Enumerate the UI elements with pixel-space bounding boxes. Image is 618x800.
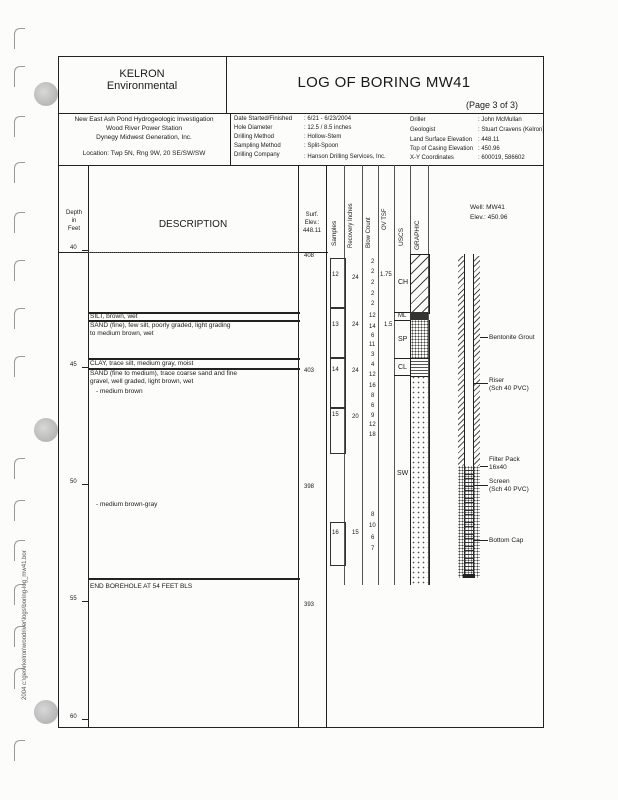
depth-header-line3: Feet — [67, 226, 80, 232]
uscs-code: ML — [398, 313, 407, 319]
margin-mark — [14, 116, 25, 137]
project-client: Dynegy Midwest Generation, Inc. — [96, 134, 192, 141]
grout-annulus — [474, 256, 480, 466]
project-location: Location: Twp 5N, Rng 9W, 20 SE/SW/SW — [82, 150, 206, 157]
depth-tick-label: 50 — [70, 479, 77, 485]
recovery-column-line — [362, 165, 363, 585]
blow-count: 2 — [371, 291, 375, 297]
margin-mark — [14, 356, 25, 377]
layer-description: SAND (fine), few silt, poorly graded, light grading — [90, 322, 231, 329]
depth-header-line2: in — [71, 218, 77, 224]
binder-hole-icon — [34, 418, 58, 442]
sample-number: 14 — [332, 367, 339, 373]
elevation-tick-label: 393 — [304, 602, 315, 608]
date-value: : 6/21 - 6/23/2004 — [304, 116, 352, 122]
callout-line — [480, 466, 488, 467]
description-header: DESCRIPTION — [158, 219, 228, 230]
blow-column-line — [378, 165, 379, 585]
recovery-value: 24 — [352, 368, 359, 374]
sample-number: 16 — [332, 530, 339, 536]
elevation-column-line — [326, 165, 327, 727]
depth-tick-label: 60 — [70, 714, 77, 720]
uscs-divider — [394, 312, 410, 313]
end-of-boring-note: END BOREHOLE AT 54 FEET BLS — [90, 583, 193, 590]
depth-header-line1: Depth — [65, 210, 82, 216]
sample-number: 12 — [332, 272, 339, 278]
layer-description: - medium brown — [96, 388, 143, 395]
blow-count: 3 — [371, 352, 375, 358]
uscs-header: USCS — [398, 227, 405, 246]
blow-count: 14 — [369, 324, 376, 330]
drilling-method-value: : Hollow-Stem — [304, 134, 342, 140]
well-graded-sand-pattern — [410, 375, 430, 585]
margin-mark — [14, 308, 25, 329]
margin-mark — [14, 28, 25, 49]
blow-count: 16 — [369, 383, 376, 389]
sampling-method-value: : Split-Spoon — [304, 143, 339, 149]
ov-header: OV TSF — [382, 208, 388, 230]
blow-count: 12 — [369, 372, 376, 378]
blow-count: 2 — [371, 259, 375, 265]
project-name: New East Ash Pond Hydrogeologic Investigation — [74, 116, 214, 123]
blow-count: 6 — [371, 333, 375, 339]
margin-mark — [14, 260, 25, 281]
description-divider — [88, 578, 300, 580]
margin-mark — [14, 66, 25, 87]
uscs-code: SP — [398, 336, 408, 343]
uscs-code: CH — [398, 279, 409, 286]
bottom-cap — [463, 574, 475, 578]
casing-elev-value: : 450.96 — [478, 146, 500, 152]
project-site: Wood River Power Station — [105, 125, 183, 132]
margin-mark — [14, 162, 25, 183]
drilling-method-label: Drilling Method — [234, 134, 275, 140]
file-path-note: 2004 c:\geo\rkelron\woodriver\logs\boring-log_mw41.bor — [22, 550, 28, 700]
driller-value: : John McMullan — [478, 117, 522, 123]
drilling-company-value: : Hanson Drilling Services, Inc. — [304, 154, 386, 160]
callout-line — [474, 485, 488, 486]
layer-description: SAND (fine to medium), trace coarse sand and fine — [90, 370, 238, 377]
blow-count: 4 — [371, 362, 375, 368]
drilling-company-label: Drilling Company — [234, 152, 280, 158]
blow-count: 6 — [371, 535, 375, 541]
coordinates-value: : 600019, 586602 — [478, 155, 525, 161]
well-id: Well: MW41 — [470, 204, 505, 211]
uscs-divider — [394, 375, 410, 376]
sampling-method-label: Sampling Method — [234, 143, 281, 149]
well-label: Riser — [489, 377, 505, 384]
blow-count: 12 — [369, 313, 376, 319]
hole-diameter-value: : 12.5 / 8.5 inches — [304, 125, 352, 131]
surf-elev-header-line1: Surf. — [305, 212, 319, 218]
depth-tick — [82, 601, 88, 602]
samples-header: Samples — [331, 220, 338, 246]
ov-value: 1.75 — [380, 272, 392, 278]
depth-tick — [82, 484, 88, 485]
recovery-value: 20 — [352, 414, 359, 420]
info-divider — [230, 113, 231, 165]
sample-number: 13 — [332, 322, 339, 328]
blow-count-header: Blow Count — [366, 217, 372, 248]
depth-tick-label: 40 — [70, 245, 77, 251]
layer-description: CLAY, trace silt, medium gray, moist — [90, 360, 194, 367]
sample-number: 15 — [332, 412, 339, 418]
elevation-tick-label: 398 — [304, 484, 315, 490]
clay-pattern — [410, 254, 430, 314]
blow-count: 12 — [369, 422, 376, 428]
depth-40-guide — [88, 252, 298, 253]
silt-pattern — [410, 312, 428, 320]
sample-box — [330, 522, 346, 566]
ov-value: 1.5 — [384, 322, 393, 328]
sample-box — [330, 358, 346, 408]
geologist-label: Geologist — [410, 127, 436, 133]
uscs-code: SW — [397, 470, 409, 477]
land-elev-label: Land Surface Elevation — [410, 137, 473, 143]
binder-hole-icon — [34, 82, 58, 106]
blow-count: 18 — [369, 432, 376, 438]
layer-description: to medium brown, wet — [90, 330, 154, 337]
well-label: Bottom Cap — [489, 537, 524, 544]
well-label: 16x40 — [489, 464, 507, 471]
uscs-code: CL — [398, 364, 407, 371]
elevation-tick-label: 403 — [304, 368, 315, 374]
sand-pattern — [410, 320, 430, 358]
surf-elev-header-line2: Elev.: — [304, 220, 320, 226]
coordinates-label: X-Y Coordinates — [410, 155, 454, 161]
margin-mark — [14, 212, 25, 233]
blow-count: 2 — [371, 301, 375, 307]
blow-count: 2 — [371, 280, 375, 286]
info-bottom-divider — [58, 165, 544, 166]
depth-tick-label: 55 — [70, 596, 77, 602]
callout-line — [474, 540, 488, 541]
depth-column-line — [88, 165, 89, 727]
land-elev-value: : 448.11 — [478, 137, 500, 143]
recovery-value: 24 — [352, 275, 359, 281]
well-screen — [465, 470, 473, 574]
recovery-value: 15 — [352, 530, 359, 536]
graphic-header: GRAPHIC — [414, 220, 421, 250]
well-label: Screen — [489, 478, 510, 485]
elevation-tick-label: 408 — [304, 253, 315, 259]
blow-count: 8 — [371, 512, 375, 518]
blow-count: 8 — [371, 393, 375, 399]
layer-description: gravel, well graded, light brown, wet — [90, 378, 194, 385]
geologist-value: : Stuart Cravens (Kelron) — [478, 127, 545, 133]
margin-mark — [14, 458, 25, 479]
recovery-value: 24 — [352, 322, 359, 328]
layer-description: - medium brown-gray — [96, 501, 158, 508]
company-subtitle: Environmental — [106, 80, 178, 92]
date-label: Date Started/Finished — [234, 116, 293, 122]
casing-elev-label: Top of Casing Elevation — [410, 146, 474, 152]
margin-mark — [14, 740, 25, 761]
uscs-divider — [394, 358, 410, 359]
blow-count: 10 — [369, 523, 376, 529]
blow-count: 2 — [371, 269, 375, 275]
company-name: KELRON — [119, 68, 165, 80]
depth-tick-label: 45 — [70, 362, 77, 368]
sample-box — [330, 308, 346, 358]
margin-mark — [14, 500, 25, 521]
well-label: Bentonite Grout — [489, 334, 535, 341]
blow-count: 11 — [369, 342, 376, 348]
depth-tick — [82, 719, 88, 720]
callout-line — [474, 383, 488, 384]
blow-count: 9 — [371, 413, 375, 419]
sample-box — [330, 258, 346, 308]
page-title: LOG OF BORING MW41 — [297, 74, 471, 91]
binder-hole-icon — [34, 700, 58, 724]
layer-description: SILT, brown, wet — [90, 313, 138, 320]
blow-count: 7 — [371, 546, 375, 552]
uscs-divider — [394, 320, 410, 321]
well-label: (Sch 40 PVC) — [489, 385, 529, 392]
recovery-header: Recovery Inches — [348, 203, 354, 248]
surf-elev-header-line3: 448.11 — [303, 228, 321, 234]
blow-count: 6 — [371, 403, 375, 409]
depth-tick — [82, 250, 88, 251]
header-divider — [58, 113, 544, 114]
hole-diameter-label: Hole Diameter — [234, 125, 273, 131]
well-label: (Sch 40 PVC) — [489, 486, 529, 493]
driller-label: Driller — [410, 117, 426, 123]
page-number: (Page 3 of 3) — [466, 100, 519, 110]
description-column-line — [298, 165, 299, 727]
well-elevation: Elev.: 450.96 — [470, 214, 508, 221]
callout-line — [480, 337, 488, 338]
well-label: Filter Pack — [489, 456, 520, 463]
